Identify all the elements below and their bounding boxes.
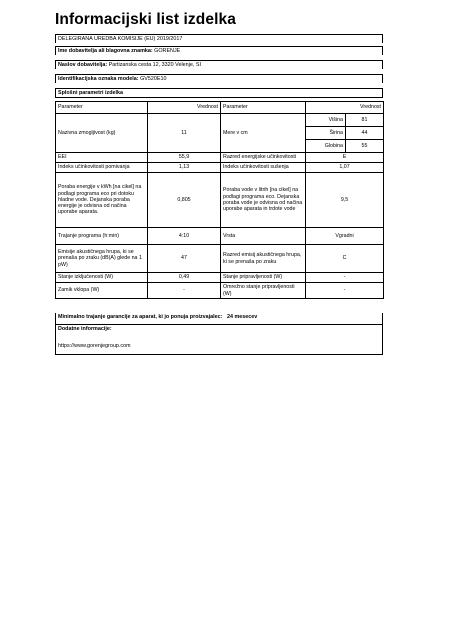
noise-class-label: Razred emisij akustičnega hrupa, ki se prenaša po zraku [221,245,306,273]
table-header-row [56,102,384,114]
energy-class-value: E [306,153,384,163]
page-title: Informacijski list izdelka [55,11,236,28]
warranty-value: 24 mesecev [226,314,258,320]
energy-consumption-label: Poraba energije v kWh [na cikel] na podlagi programa eco pri dotoku hladne vode. Dejanska poraba energije je odvisna od načina uporabe aparata. [56,173,148,228]
general-section-line [55,88,383,98]
height-value: 81 [346,114,384,127]
header-parameter-2: Parameter [221,102,306,114]
noise-class-value: C [306,245,384,273]
energy-consumption-value: 0,805 [148,173,221,228]
regulation-text: DELEGIRANA UREDBA KOMISIJE (EU) 2019/2017 [58,36,183,42]
address-line [55,60,383,69]
depth-label: Globina [306,140,346,153]
dims-label: Mere v cm [221,114,306,153]
noise-value: 47 [148,245,221,273]
table-row [56,114,384,127]
header-value-2: Vrednost [306,102,384,114]
website-link[interactable]: https://www.gorenjegroup.com [58,343,131,349]
energy-class-label: Razred energijske učinkovitosti [221,153,306,163]
delay-start-label: Zamik vklopa (W) [56,283,148,299]
networked-standby-label: Omrežno stanje pripravljenosti (W) [221,283,306,299]
table-row [56,153,384,163]
water-consumption-label: Poraba vode v litrih [na cikel] na podlagi programa eco. Dejanska poraba vode je odvisna od načina uporabe aparata in trdote vode [221,173,306,228]
model-value: GV520E10 [140,76,167,82]
website-line [55,338,383,355]
duration-value: 4:10 [148,228,221,245]
table-row [56,273,384,283]
header-value: Vrednost [148,102,221,114]
model-label: Identifikacijska oznaka modela: [58,76,139,82]
header-parameter: Parameter [56,102,148,114]
dry-value: 1,07 [306,163,384,173]
standby-value: - [306,273,384,283]
off-mode-value: 0,49 [148,273,221,283]
standby-label: Stanje pripravljenosti (W) [221,273,306,283]
rinse-label: Indeks učinkovitosti pomivanja [56,163,148,173]
type-label: Vrsta [221,228,306,245]
supplier-label: Ime dobavitelja ali blagovna znamka: [58,48,153,54]
height-label: Višina [306,114,346,127]
width-label: Širina [306,127,346,140]
delay-start-value: - [148,283,221,299]
off-mode-label: Stanje izključenosti (W) [56,273,148,283]
supplier-line [55,46,383,55]
water-consumption-value: 9,5 [306,173,384,228]
capacity-value: 11 [148,114,221,153]
width-value: 44 [346,127,384,140]
table-row [56,283,384,299]
rinse-value: 1,13 [148,163,221,173]
table-row [56,173,384,228]
table-row [56,245,384,273]
additional-info-line [55,324,383,338]
general-section-title: Splošni parametri izdelka [58,90,124,96]
dry-label: Indeks učinkovitosti sušenja [221,163,306,173]
spec-table [55,101,384,299]
warranty-label: Minimalno trajanje garancije za aparat, ki jo ponuja proizvajalec: [58,314,223,320]
address-value: Partizanska cesta 12, 3320 Velenje, SI [108,62,201,68]
table-row [56,228,384,245]
eei-label: EEI [56,153,148,163]
additional-info-label: Dodatne informacije: [58,326,112,332]
regulation-line [55,34,383,43]
duration-label: Trajanje programa (h:min) [56,228,148,245]
capacity-label: Nazivna zmogljivost (kg) [56,114,148,153]
model-line [55,74,383,83]
supplier-value: GORENJE [154,48,181,54]
depth-value: 55 [346,140,384,153]
address-label: Naslov dobavitelja: [58,62,108,68]
eei-value: 55,9 [148,153,221,163]
table-row [56,163,384,173]
type-value: Vgradni [306,228,384,245]
networked-standby-value: - [306,283,384,299]
noise-label: Emisije akustičnega hrupa, ki se prenaša po zraku (dB(A) glede na 1 pW) [56,245,148,273]
warranty-line [55,313,383,324]
